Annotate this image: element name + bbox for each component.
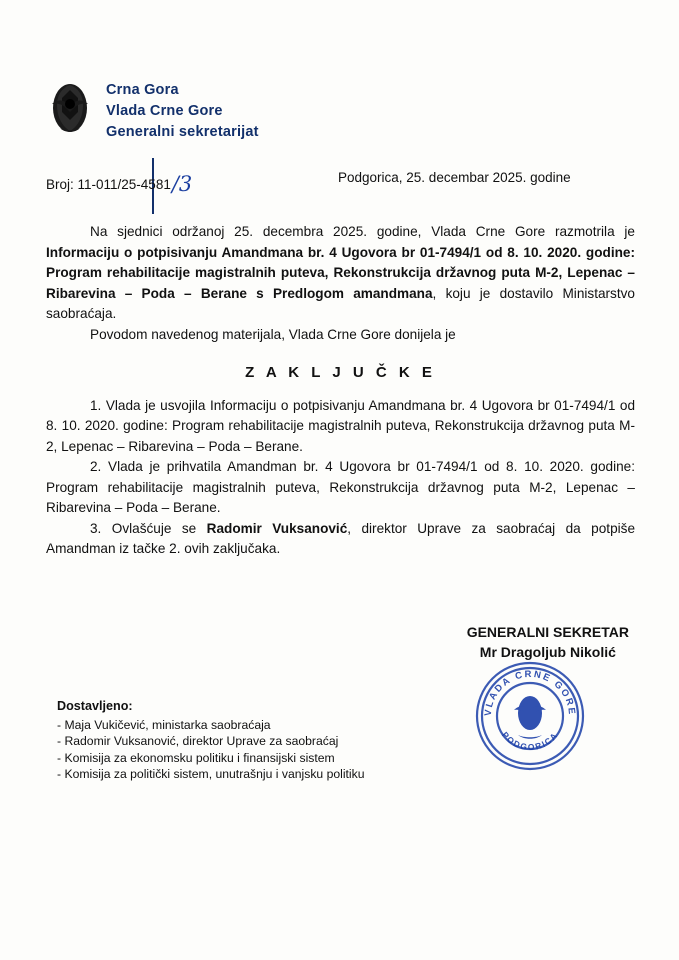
signature-block — [467, 622, 629, 662]
distribution-list — [57, 717, 365, 783]
distribution-block — [57, 698, 365, 783]
list-item: - Komisija za ekonomsku politiku i finansijski sistem — [57, 750, 335, 765]
montenegro-coat-of-arms-icon — [48, 78, 92, 136]
conclusion-item-1: 1. Vlada je usvojila Informaciju o potpisivanju Amandmana br. 4 Ugovora br 01-7494/1 od 8. 10. 2020. godine: Program rehabilitacije magistralnih puteva, Rekonstrukcija državnog puta M-2, Lepenac – Ribarevina – Poda – Berane. — [46, 397, 635, 454]
header-office: Generalni sekretarijat — [106, 124, 259, 140]
signature-title: GENERALNI SEKRETAR — [466, 624, 629, 640]
conclusion-3-prefix: 3. Ovlašćuje se — [90, 520, 207, 536]
document-header — [48, 78, 259, 143]
document-body — [46, 222, 635, 560]
official-round-stamp-icon — [474, 660, 586, 772]
conclusion-3-suffix: , direktor Uprave za saobraćaj da potpiše Amandman iz tačke 2. ovih zaključaka. — [46, 520, 636, 556]
conclusion-3-name: Radomir Vuksanović — [206, 520, 348, 536]
conclusion-item-3 — [46, 519, 635, 560]
signature-name: Mr Dragoljub Nikolić — [479, 644, 616, 660]
intro-second-paragraph: Povodom navedenog materijala, Vlada Crne Gore donijela je — [90, 326, 456, 342]
header-government: Vlada Crne Gore — [106, 103, 223, 119]
conclusions-heading: Z A K L J U Č K E — [245, 364, 436, 381]
intro-paragraph — [46, 222, 635, 325]
intro-text-part1: Na sjednici održanoj 25. decembra 2025. godine, Vlada Crne Gore razmotrila je — [90, 224, 635, 239]
document-number: Broj: 11-011/25-4581/3 — [46, 172, 193, 196]
intro-text-bold: Informaciju o potpisivanju Amandmana br. 4 Ugovora br 01-7494/1 od 8. 10. 2020. godine: Program rehabilitacije magistralnih puteva, Rekonstrukcija državnog puta M-2, Lepenac – Ribarevina – Poda – Berane s Predlogom amandmana — [46, 244, 635, 301]
svg-text:PODGORICA: PODGORICA — [499, 729, 561, 753]
place-and-date: Podgorica, 25. decembar 2025. godine — [338, 170, 571, 185]
header-country: Crna Gora — [106, 82, 179, 98]
handwritten-number-mark: /3 — [171, 172, 193, 196]
distribution-title: Dostavljeno: — [57, 699, 133, 713]
list-item: - Radomir Vuksanović, direktor Uprave za saobraćaj — [57, 734, 339, 748]
list-item: - Maja Vukičević, ministarka saobraćaja — [57, 717, 271, 732]
list-item: - Komisija za politički sistem, unutrašnju i vanjsku politiku — [57, 767, 365, 781]
svg-text:VLADA CRNE GORE: VLADA CRNE GORE — [482, 668, 578, 717]
intro-text-part2: , koju je dostavilo Ministarstvo saobraćaja. — [46, 285, 635, 321]
conclusion-item-2: 2. Vlada je prihvatila Amandman br. 4 Ugovora br 01-7494/1 od 8. 10. 2020. godine: Program rehabilitacije magistralnih puteva, Rekonstrukcija državnog puta M-2, Lepenac – Ribarevina – Poda – Berane. — [46, 459, 635, 515]
